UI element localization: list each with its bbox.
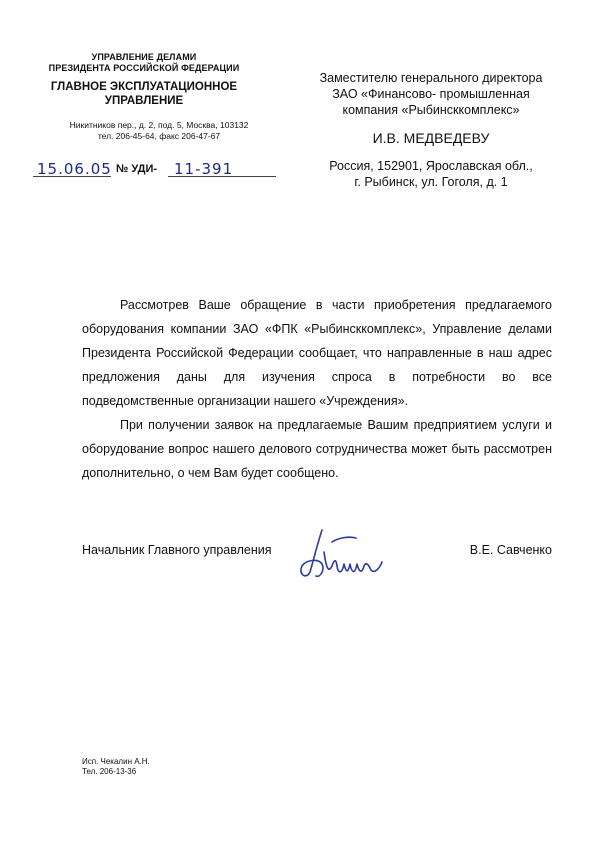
number-underline (168, 176, 276, 177)
letterhead-phones: тел. 206-45-64, факс 206-47-67 (97, 131, 221, 141)
letter-body (82, 293, 552, 485)
executor-phone: Тел. 206-13-36 (82, 767, 137, 776)
reference-line (33, 160, 243, 180)
body-paragraph: При получении заявок на предлагаемые Вашим предприятием услуги и оборудование вопрос нашего делового сотрудничества может быть рассмотрен дополнительно, о чем Вам будет сообщено. (82, 418, 552, 480)
reference-number-label: № УДИ- (116, 163, 158, 175)
recipient-title-1: Заместителю генерального директора (319, 71, 543, 85)
reference-date: 15.06.05 (37, 160, 112, 178)
signatory-position: Начальник Главного управления (82, 543, 272, 557)
recipient-name: И.В. МЕДВЕДЕВУ (372, 130, 490, 146)
recipient-address-1: Россия, 152901, Ярославская обл., (329, 159, 533, 173)
letterhead-line-1: УПРАВЛЕНИЕ ДЕЛАМИ (91, 52, 197, 62)
signature-block (82, 540, 552, 600)
handwritten-signature (292, 522, 402, 592)
letterhead-address-block (28, 120, 260, 142)
body-paragraph: Рассмотрев Ваше обращение в части приобретения предлагаемого оборудования компании ЗАО «ФПК «Рыбинсккомплекс», Управление делами Президента Российской Федерации сообщает, что направленные в наш адрес предложения даны для изучения спроса в потребности во все подведомственные организации нашего «Учреждения». (82, 298, 552, 408)
letterhead-department: ГЛАВНОЕ ЭКСПЛУАТАЦИОННОЕ (50, 81, 238, 93)
recipient-title-3: компания «Рыбинсккомплекс» (342, 103, 520, 117)
executor-block (82, 757, 150, 777)
letterhead (28, 52, 260, 142)
letterhead-line-2: ПРЕЗИДЕНТА РОССИЙСКОЙ ФЕДЕРАЦИИ (48, 63, 240, 73)
executor-name: Исп. Чекалин А.Н. (82, 757, 150, 766)
letterhead-department-2: УПРАВЛЕНИЕ (104, 95, 184, 107)
signatory-name: В.Е. Савченко (469, 543, 552, 557)
recipient-title-2: ЗАО «Финансово- промышленная (332, 87, 530, 101)
reference-number: 11-391 (174, 160, 234, 178)
recipient-address-2: г. Рыбинск, ул. Гоголя, д. 1 (354, 175, 508, 189)
letterhead-address: Никитников пер., д. 2, под. 5, Москва, 103132 (69, 120, 249, 130)
date-underline (33, 176, 111, 177)
recipient-block (300, 70, 562, 190)
